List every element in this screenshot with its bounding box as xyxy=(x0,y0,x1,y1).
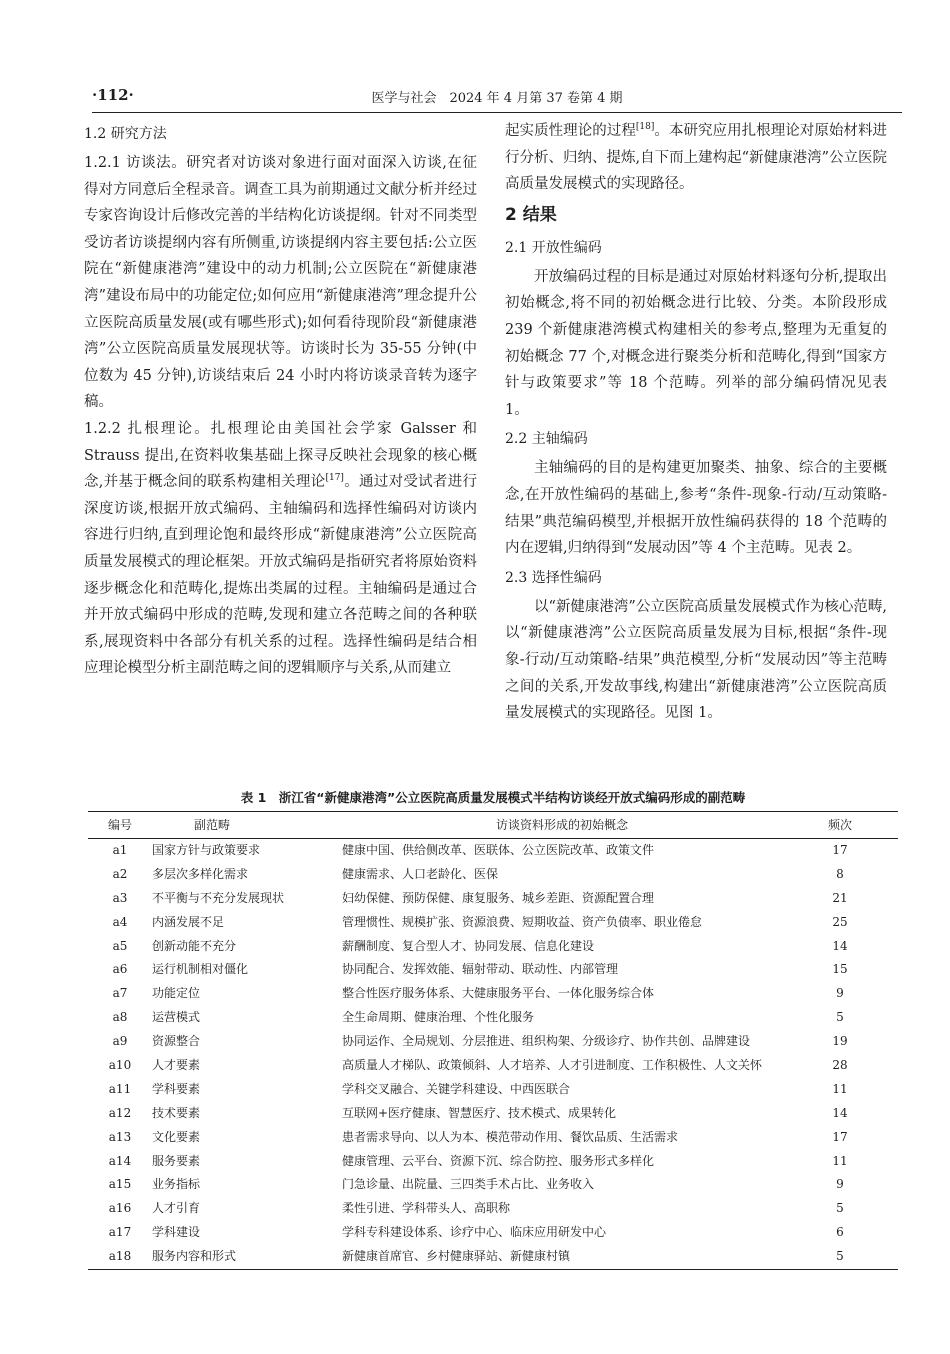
running-header xyxy=(92,86,902,108)
header-id: 编号 xyxy=(107,818,132,832)
table-row xyxy=(88,1245,898,1269)
cell-subcategory: 服务要素 xyxy=(152,1153,201,1168)
cell-frequency: 17 xyxy=(832,1129,848,1144)
cell-id: a6 xyxy=(112,962,128,977)
cell-id: a11 xyxy=(108,1081,132,1096)
cell-id: a3 xyxy=(112,890,128,905)
journal-title: 医学与社会 2024 年 4 月第 37 卷第 4 期 xyxy=(371,91,623,106)
table-caption: 表 1 浙江省“新健康港湾”公立医院高质量发展模式半结构访谈经开放式编码形成的副范畴 xyxy=(240,790,746,805)
cell-concepts: 协同运作、全局规划、分层推进、组织构架、分级诊疗、协作共创、品牌建设 xyxy=(342,1034,751,1049)
table-body xyxy=(88,839,898,1269)
cell-frequency: 25 xyxy=(832,914,848,929)
cell-concepts: 妇幼保健、预防保健、康复服务、城乡差距、资源配置合理 xyxy=(342,890,655,905)
cell-concepts: 健康需求、人口老龄化、医保 xyxy=(342,866,499,881)
cell-subcategory: 运营模式 xyxy=(152,1010,201,1025)
paragraph-axial-coding: 主轴编码的目的是构建更加聚类、抽象、综合的主要概念,在开放性编码的基础上,参考“条件-现象-行动/互动策略-结果”典范编码模型,并根据开放性编码获得的 18 个范畴的内在逻辑,归纳得到“发展动因”等 4 个主范畴。见表 2。 xyxy=(505,460,887,557)
cell-concepts: 全生命周期、健康治理、个性化服务 xyxy=(342,1010,535,1025)
cell-frequency: 21 xyxy=(832,890,848,905)
cell-frequency: 5 xyxy=(836,1201,844,1216)
cell-id: a17 xyxy=(108,1225,132,1240)
section-heading-2-2: 2.2 主轴编码 xyxy=(505,431,588,448)
section-heading-2: 2 结果 xyxy=(505,204,557,225)
cell-concepts: 学科专科建设体系、诊疗中心、临床应用研发中心 xyxy=(342,1225,607,1240)
table-row xyxy=(88,887,898,911)
table-row xyxy=(88,1126,898,1150)
cell-id: a16 xyxy=(108,1201,132,1216)
cell-id: a8 xyxy=(112,1010,128,1025)
cell-subcategory: 人才引育 xyxy=(152,1201,201,1216)
cell-frequency: 5 xyxy=(836,1249,844,1264)
table-row xyxy=(88,863,898,887)
cell-subcategory: 文化要素 xyxy=(152,1129,201,1144)
cell-frequency: 14 xyxy=(832,1105,848,1120)
cell-id: a13 xyxy=(108,1129,132,1144)
cell-id: a5 xyxy=(112,938,128,953)
cell-frequency: 11 xyxy=(832,1153,848,1168)
cell-concepts: 健康中国、供给侧改革、医联体、公立医院改革、政策文件 xyxy=(342,843,655,857)
cell-subcategory: 不平衡与不充分发展现状 xyxy=(152,890,285,905)
cell-concepts: 健康管理、云平台、资源下沉、综合防控、服务形式多样化 xyxy=(342,1153,655,1168)
table-row xyxy=(88,1030,898,1054)
right-column xyxy=(505,118,887,727)
table-row xyxy=(88,1006,898,1030)
page-number: ·112· xyxy=(92,86,134,104)
header-rule xyxy=(92,112,902,113)
cell-concepts: 柔性引进、学科带头人、高职称 xyxy=(342,1201,511,1216)
citation-17[interactable]: [17] xyxy=(325,473,344,484)
table-row xyxy=(88,1078,898,1102)
cell-id: a7 xyxy=(112,986,128,1001)
table-row xyxy=(88,911,898,935)
cell-concepts: 患者需求导向、以人为本、模范带动作用、餐饮品质、生活需求 xyxy=(342,1129,679,1144)
table-row xyxy=(88,1054,898,1078)
paragraph-grounded-theory xyxy=(84,416,477,682)
cell-subcategory: 国家方针与政策要求 xyxy=(152,843,261,857)
grounded-theory-text-b: 。通过对受试者进行深度访谈,根据开放式编码、主轴编码和选择性编码对访谈内容进行归纳,直到理论饱和最终形成“新健康港湾”公立医院高质量发展模式的理论框架。开放式编码是指研究者将原始资料逐步概念化和范畴化,提炼出类属的过程。主轴编码是通过合并开放式编码中形成的范畴,发现和建立各范畴之间的各种联系,展现资料中各部分有机关系的过程。选择性编码是结合相应理论模型分析主副范畴之间的逻辑顺序与关系,从而建立 xyxy=(84,474,478,677)
cell-subcategory: 内涵发展不足 xyxy=(152,914,225,929)
cell-id: a9 xyxy=(112,1034,128,1049)
cell-subcategory: 人才要素 xyxy=(152,1058,201,1073)
cell-concepts: 门急诊量、出院量、三四类手术占比、业务收入 xyxy=(342,1177,595,1192)
cell-id: a15 xyxy=(108,1177,132,1192)
paragraph-open-coding: 开放编码过程的目标是通过对原始材料逐句分析,提取出初始概念,将不同的初始概念进行比较、分类。本阶段形成 239 个新健康港湾模式构建相关的参考点,整理为无重复的初始概念 77 个,对概念进行聚类分析和范畴化,得到“国家方针与政策要求”等 18 个范畴。列举的部分编码情况见表 1。 xyxy=(505,268,887,418)
cell-frequency: 28 xyxy=(832,1058,848,1073)
cell-frequency: 9 xyxy=(836,986,844,1001)
cell-frequency: 5 xyxy=(836,1010,844,1025)
cell-id: a12 xyxy=(108,1105,132,1120)
cell-concepts: 互联网+医疗健康、智慧医疗、技术模式、成果转化 xyxy=(342,1105,617,1120)
cell-concepts: 管理惯性、规模扩张、资源浪费、短期收益、资产负债率、职业倦怠 xyxy=(342,914,703,929)
section-heading-2-3: 2.3 选择性编码 xyxy=(505,569,602,586)
cell-subcategory: 学科建设 xyxy=(152,1225,201,1240)
table-row xyxy=(88,935,898,959)
table-row xyxy=(88,839,898,863)
continued-text-a: 起实质性理论的过程 xyxy=(505,123,636,139)
cell-id: a18 xyxy=(108,1249,132,1264)
table-row xyxy=(88,1197,898,1221)
cell-subcategory: 资源整合 xyxy=(152,1034,201,1049)
header-initial-concepts: 访谈资料形成的初始概念 xyxy=(495,818,628,832)
cell-id: a10 xyxy=(108,1058,132,1073)
table-row xyxy=(88,982,898,1006)
section-heading-2-1: 2.1 开放性编码 xyxy=(505,239,602,256)
cell-subcategory: 创新动能不充分 xyxy=(152,938,237,953)
table-bottom-rule xyxy=(88,1269,898,1270)
cell-concepts: 学科交叉融合、关键学科建设、中西医联合 xyxy=(342,1081,571,1096)
cell-id: a4 xyxy=(112,914,128,929)
cell-subcategory: 运行机制相对僵化 xyxy=(152,962,249,977)
cell-frequency: 14 xyxy=(832,938,848,953)
cell-frequency: 17 xyxy=(832,843,848,857)
left-column xyxy=(84,118,477,682)
header-subcategory: 副范畴 xyxy=(193,818,230,832)
table-header-row xyxy=(88,812,898,838)
cell-concepts: 协同配合、发挥效能、辐射带动、联动性、内部管理 xyxy=(342,962,619,977)
cell-frequency: 11 xyxy=(832,1081,848,1096)
table-1 xyxy=(88,811,898,1270)
cell-concepts: 高质量人才梯队、政策倾斜、人才培养、人才引进制度、工作积极性、人文关怀 xyxy=(342,1058,763,1073)
grounded-theory-text-a: 1.2.2 扎根理论。扎根理论由美国社会学家 Galsser 和 Strauss 提出,在资料收集基础上探寻反映社会现象的核心概念,并基于概念间的联系构建相关理论 xyxy=(84,420,477,491)
section-heading-1-2: 1.2 研究方法 xyxy=(84,126,167,142)
cell-frequency: 19 xyxy=(832,1034,848,1049)
paragraph-selective-coding: 以“新健康港湾”公立医院高质量发展模式作为核心范畴,以“新健康港湾”公立医院高质量发展为目标,根据“条件-现象-行动/互动策略-结果”典范模型,分析“发展动因”等主范畴之间的关系,开发故事线,构建出“新健康港湾”公立医院高质量发展模式的实现路径。见图 1。 xyxy=(505,598,887,722)
cell-id: a1 xyxy=(112,843,128,857)
cell-concepts: 整合性医疗服务体系、大健康服务平台、一体化服务综合体 xyxy=(342,986,655,1001)
cell-frequency: 8 xyxy=(836,866,844,881)
cell-frequency: 15 xyxy=(832,962,848,977)
cell-frequency: 9 xyxy=(836,1177,844,1192)
cell-subcategory: 技术要素 xyxy=(152,1105,201,1120)
cell-subcategory: 服务内容和形式 xyxy=(152,1249,237,1264)
cell-subcategory: 业务指标 xyxy=(152,1177,201,1192)
table-row xyxy=(88,1221,898,1245)
table-row xyxy=(88,1150,898,1174)
table-row xyxy=(88,958,898,982)
table-row xyxy=(88,1173,898,1197)
cell-subcategory: 多层次多样化需求 xyxy=(152,866,249,881)
citation-18[interactable]: [18] xyxy=(635,122,655,133)
cell-concepts: 新健康首席官、乡村健康驿站、新健康村镇 xyxy=(342,1249,571,1264)
cell-id: a14 xyxy=(108,1153,132,1168)
table-row xyxy=(88,1102,898,1126)
paragraph-interview-method: 1.2.1 访谈法。研究者对访谈对象进行面对面深入访谈,在征得对方同意后全程录音。调查工具为前期通过文献分析并经过专家咨询设计后修改完善的半结构化访谈提纲。针对不同类型受访者访谈提纲内容有所侧重,访谈提纲内容主要包括:公立医院在“新健康港湾”建设中的动力机制;公立医院在“新健康港湾”建设布局中的功能定位;如何应用“新健康港湾”理念提升公立医院高质量发展(或有哪些形式);如何看待现阶段“新健康港湾”公立医院高质量发展现状等。访谈时长为 35-55 分钟(中位数为 45 分钟),访谈结束后 24 小时内将访谈录音转为逐字稿。 xyxy=(84,155,477,411)
continued-text-b: 。本研究应用扎根理论对原始材料进行分析、归纳、提炼,自下而上建构起“新健康港湾”公立医院高质量发展模式的实现路径。 xyxy=(505,123,888,193)
cell-subcategory: 学科要素 xyxy=(152,1081,201,1096)
cell-subcategory: 功能定位 xyxy=(152,986,201,1001)
paragraph-continued xyxy=(505,118,887,198)
cell-concepts: 薪酬制度、复合型人才、协同发展、信息化建设 xyxy=(342,938,595,953)
cell-id: a2 xyxy=(112,866,128,881)
header-frequency: 频次 xyxy=(827,818,852,832)
cell-frequency: 6 xyxy=(836,1225,844,1240)
